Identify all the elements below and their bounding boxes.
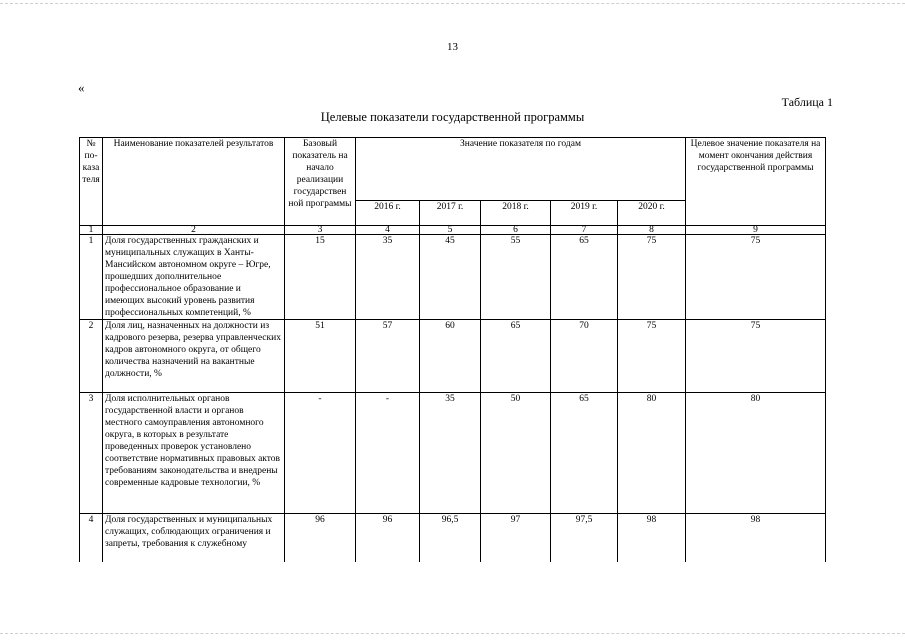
row-num: 4 <box>80 514 103 563</box>
value-2016: 57 <box>356 320 420 393</box>
target-value: 75 <box>686 320 826 393</box>
value-2016: - <box>356 393 420 514</box>
bottom-scan-edge <box>0 633 905 634</box>
year-header: 2018 г. <box>481 201 551 226</box>
column-number: 4 <box>356 226 420 235</box>
row-num: 3 <box>80 393 103 514</box>
page-number: 13 <box>447 41 458 53</box>
table-row <box>80 514 826 563</box>
column-number: 7 <box>551 226 618 235</box>
indicator-name: Доля государственных гражданских и муниципальных служащих в Ханты-Мансийском автономном округе – Югре, прошедших дополнительное профессиональное образование и имеющих высокий уровень развития профессиональных компетенций, % <box>103 235 285 320</box>
value-2019: 97,5 <box>551 514 618 563</box>
row-num: 2 <box>80 320 103 393</box>
header-num: № по-каза теля <box>80 138 103 226</box>
header-row <box>80 138 826 201</box>
value-2017: 45 <box>420 235 481 320</box>
column-number: 1 <box>80 226 103 235</box>
target-indicators-table <box>79 137 826 562</box>
value-2019: 65 <box>551 235 618 320</box>
base-value: 15 <box>285 235 356 320</box>
value-2020: 80 <box>618 393 686 514</box>
base-value: 96 <box>285 514 356 563</box>
document-title: Целевые показатели государственной программы <box>320 110 585 124</box>
column-number: 2 <box>103 226 285 235</box>
value-2020: 75 <box>618 235 686 320</box>
value-2016: 35 <box>356 235 420 320</box>
column-number: 8 <box>618 226 686 235</box>
header-name: Наименование показателей результатов <box>103 138 285 226</box>
column-number: 6 <box>481 226 551 235</box>
indicator-name: Доля лиц, назначенных на должности из кадрового резерва, резерва управленческих кадров автономного округа, от общего количества назначений на вакантные должности, % <box>103 320 285 393</box>
value-2017: 96,5 <box>420 514 481 563</box>
value-2017: 35 <box>420 393 481 514</box>
value-2019: 70 <box>551 320 618 393</box>
value-2018: 55 <box>481 235 551 320</box>
value-2018: 50 <box>481 393 551 514</box>
base-value: 51 <box>285 320 356 393</box>
value-2019: 65 <box>551 393 618 514</box>
base-value: - <box>285 393 356 514</box>
header-base: Базовый показатель на начало реализации государствен ной программы <box>285 138 356 226</box>
year-header: 2017 г. <box>420 201 481 226</box>
opening-quote-mark: « <box>78 80 85 95</box>
target-value: 75 <box>686 235 826 320</box>
indicator-name: Доля исполнительных органов государственной власти и органов местного самоуправления автономного округа, в которых в результате проведенных проверок установлено соответствие нормативных правовых актов требованиям законодательства и внедрены современные кадровые технологии, % <box>103 393 285 514</box>
value-2017: 60 <box>420 320 481 393</box>
header-target: Целевое значение показателя на момент окончания действия государственной программы <box>686 138 826 226</box>
column-number: 9 <box>686 226 826 235</box>
header-values-by-year: Значение показателя по годам <box>356 138 686 201</box>
target-value: 98 <box>686 514 826 563</box>
table-row <box>80 235 826 320</box>
top-scan-edge <box>0 3 905 4</box>
column-number: 5 <box>420 226 481 235</box>
year-header: 2020 г. <box>618 201 686 226</box>
value-2020: 98 <box>618 514 686 563</box>
table-row <box>80 320 826 393</box>
value-2018: 65 <box>481 320 551 393</box>
year-header: 2016 г. <box>356 201 420 226</box>
column-number-row <box>80 226 826 235</box>
column-number: 3 <box>285 226 356 235</box>
year-header: 2019 г. <box>551 201 618 226</box>
row-num: 1 <box>80 235 103 320</box>
table-label: Таблица 1 <box>781 95 833 109</box>
indicator-name: Доля государственных и муниципальных служащих, соблюдающих ограничения и запреты, требования к служебному <box>103 514 285 563</box>
value-2016: 96 <box>356 514 420 563</box>
value-2018: 97 <box>481 514 551 563</box>
target-value: 80 <box>686 393 826 514</box>
table-row <box>80 393 826 514</box>
value-2020: 75 <box>618 320 686 393</box>
